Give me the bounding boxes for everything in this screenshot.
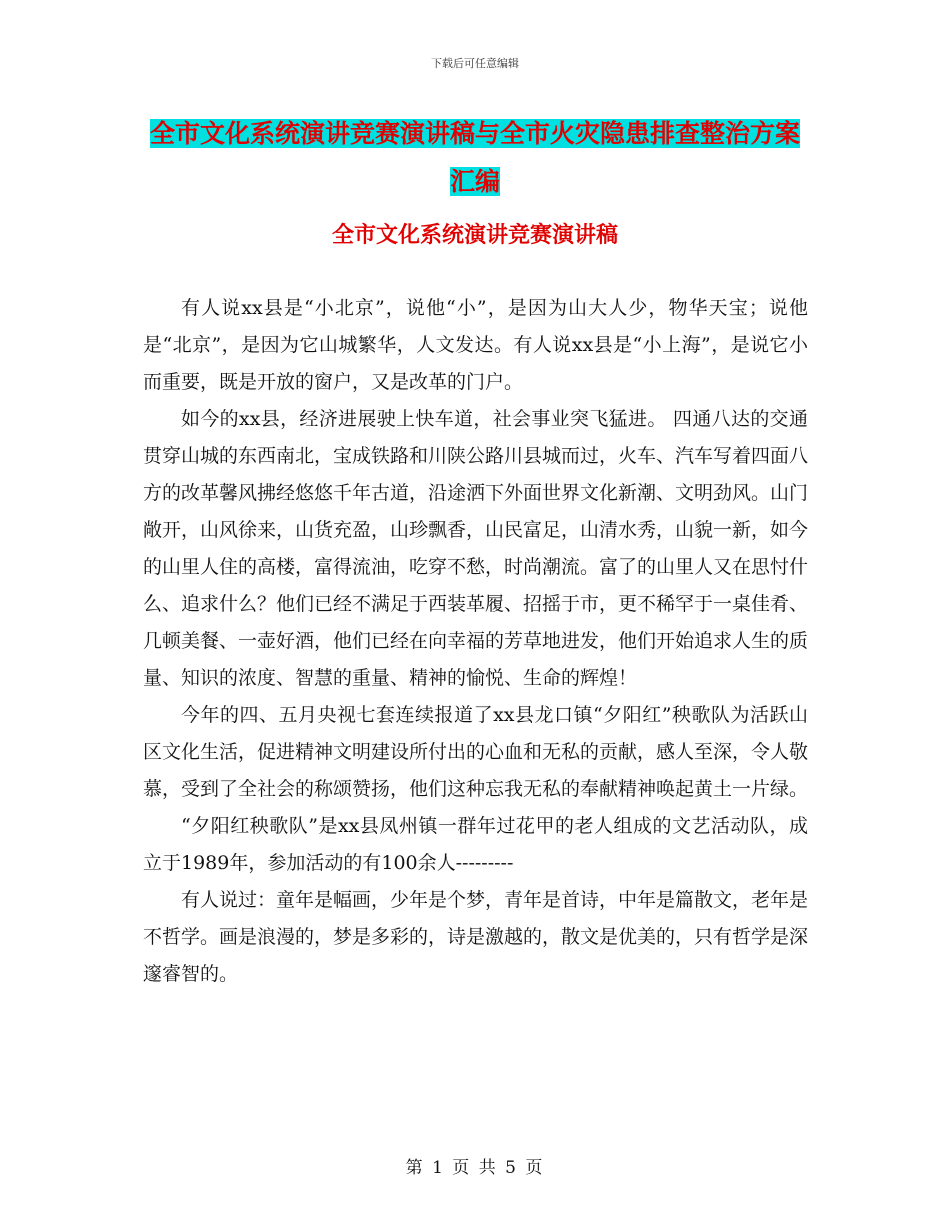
paragraph: “夕阳红秧歌队”是xx县凤州镇一群年过花甲的老人组成的文艺活动队，成立于1989年，参加活动的有100余人--------- (143, 815, 808, 874)
header-note: 下载后可任意编辑 (431, 57, 519, 70)
paragraph: 如今的xx县，经济进展驶上快车道，社会事业突飞猛进。 四通八达的交通贯穿山城的东西南北，宝成铁路和川陕公路川县城而过，火车、汽车写着四面八方的改革馨风拂经悠悠千年古道，沿途洒下外面世界文化新潮、文明劲风。山门敞开，山风徐来，山货充盈，山珍飘香，山民富足，山清水秀，山貌一新，如今的山里人住的高楼，富得流油，吃穿不愁，时尚潮流。富了的山里人又在思忖什么、追求什么？他们已经不满足于西装革履、招摇于市，更不稀罕于一桌佳肴、几顿美餐、一壶好酒，他们已经在向幸福的芳草地进发，他们开始追求人生的质量、知识的浓度、智慧的重量、精神的愉悦、生命的辉煌！ (143, 408, 809, 689)
section-title: 全市文化系统演讲竞赛演讲稿 (331, 222, 618, 248)
paragraph: 今年的四、五月央视七套连续报道了xx县龙口镇“夕阳红”秧歌队为活跃山区文化生活，促进精神文明建设所付出的心血和无私的贡献，感人至深，令人敬慕，受到了全社会的称颂赞扬，他们这种忘我无私的奉献精神唤起黄土一片绿。 (143, 704, 809, 800)
document-title (140, 110, 810, 206)
document-title-text: 全市文化系统演讲竞赛演讲稿与全市火灾隐患排查整治方案汇编 (149, 119, 800, 196)
body-text (143, 290, 808, 993)
page-footer: 第 1 页 共 5 页 (405, 1158, 545, 1178)
paragraph: 有人说xx县是“小北京”，说他“小”，是因为山大人少，物华天宝；说他是“北京”，是因为它山城繁华，人文发达。有人说xx县是“小上海”，是说它小而重要，既是开放的窗户，又是改革的门户。 (143, 297, 808, 393)
paragraph: 有人说过：童年是幅画，少年是个梦，青年是首诗，中年是篇散文，老年是不哲学。画是浪漫的，梦是多彩的，诗是激越的，散文是优美的，只有哲学是深邃睿智的。 (143, 889, 809, 985)
